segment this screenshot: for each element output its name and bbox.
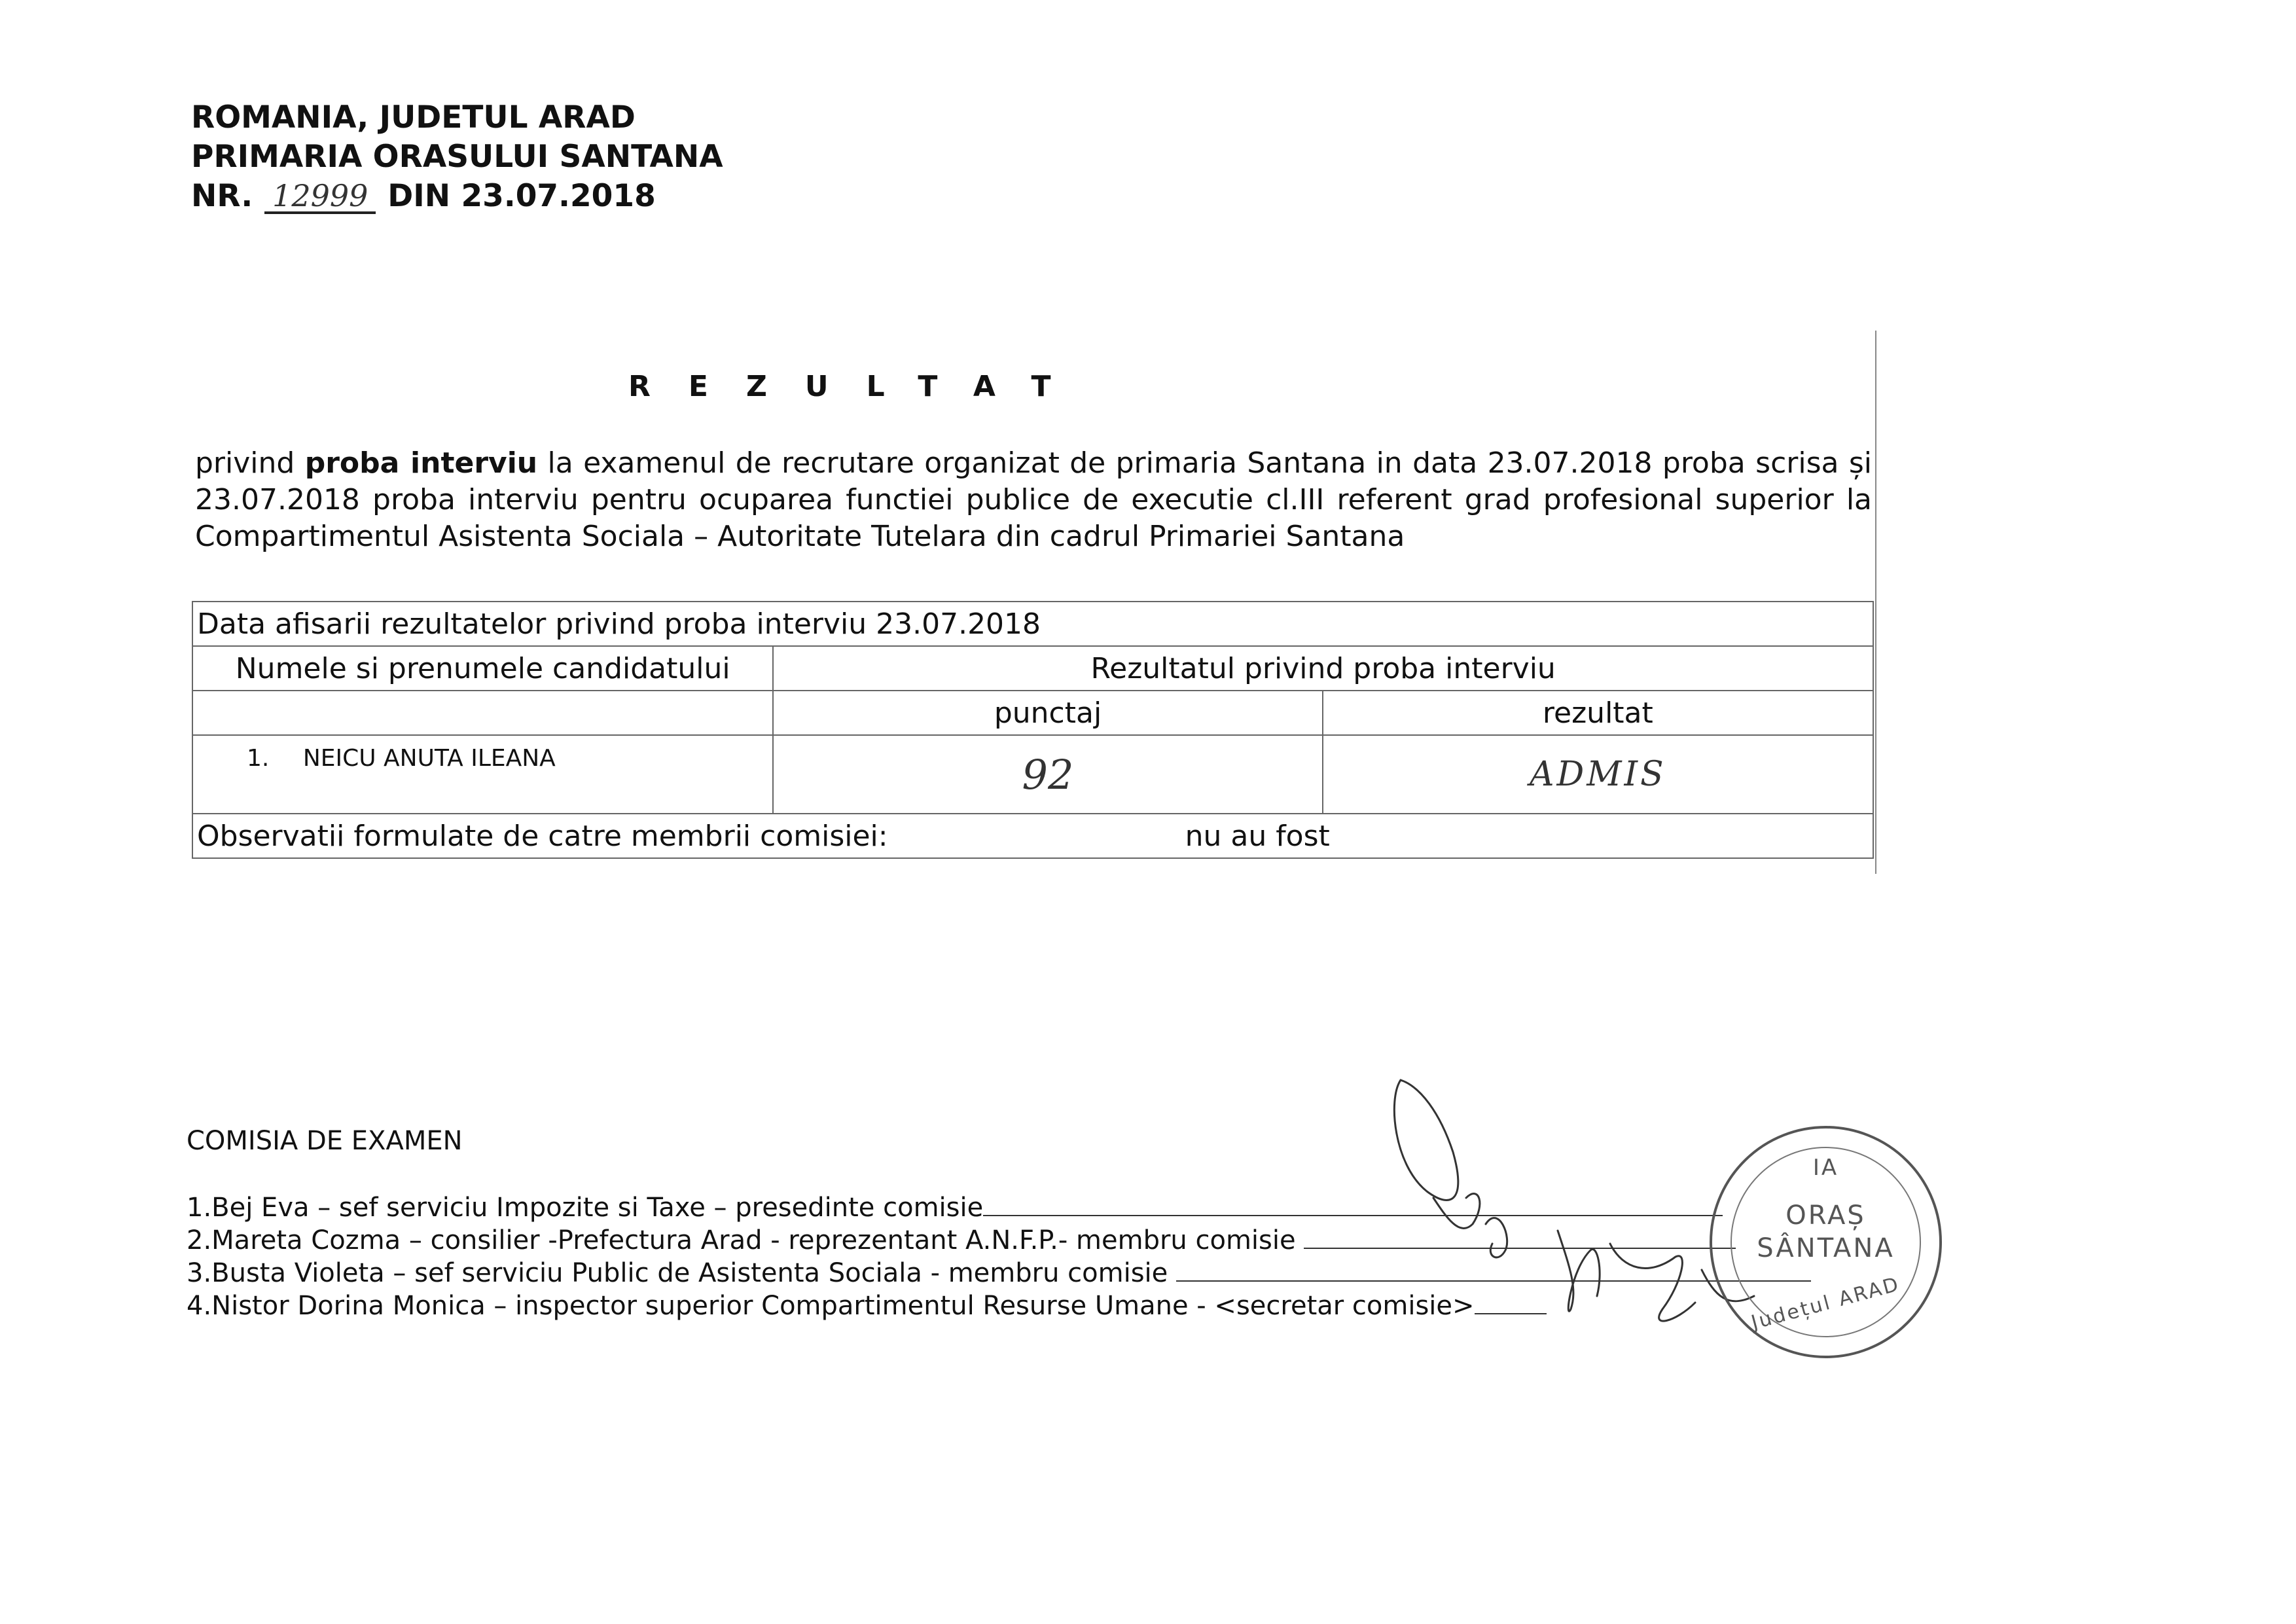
observations-value: nu au fost: [1185, 819, 1330, 853]
registration-date: DIN 23.07.2018: [387, 178, 656, 214]
intro-rest: la examenul de recrutare organizat de primaria Santana in data 23.07.2018 proba scrisa și 23.07.2018 proba interviu pentru ocuparea functiei publice de executie cl.III referent grad profesional superior la Compartimentul Asistenta Sociala – Autoritate Tutelara din cadrul Primariei Santana: [195, 446, 1872, 553]
result-group-header: Rezultatul privind proba interviu: [773, 646, 1873, 691]
intro-paragraph: [195, 445, 1872, 555]
score-cell: [773, 735, 1322, 814]
intro-start: privind: [195, 446, 305, 480]
candidate-index: 1.: [247, 745, 270, 772]
score-column-header: punctaj: [773, 691, 1322, 735]
header-institution: PRIMARIA ORASULUI SANTANA: [191, 139, 723, 175]
commission-title: COMISIA DE EXAMEN: [187, 1126, 463, 1156]
empty-cell: [192, 691, 773, 735]
nr-label: NR.: [191, 178, 253, 214]
member-text: 2.Mareta Cozma – consilier -Prefectura Arad - reprezentant A.N.F.P.- membru comisie: [187, 1225, 1304, 1255]
result-cell: [1323, 735, 1873, 814]
header-county: ROMANIA, JUDETUL ARAD: [191, 99, 636, 135]
scan-border-line: [1875, 331, 1876, 874]
candidate-cell: [192, 735, 773, 814]
display-date-cell: Data afisarii rezultatelor privind proba interviu 23.07.2018: [192, 602, 1873, 646]
document-title: REZULTAT: [628, 370, 1089, 403]
member-text: 1.Bej Eva – sef serviciu Impozite si Taxe – presedinte comisie: [187, 1193, 984, 1223]
registration-number: 12999: [264, 180, 376, 214]
intro-bold: proba interviu: [304, 446, 538, 480]
stamp-city-name: SÂNTANA: [1757, 1233, 1895, 1263]
member-text: 4.Nistor Dorina Monica – inspector superior Compartimentul Resurse Umane - <secretar comisie>: [187, 1291, 1475, 1321]
results-table: [192, 601, 1874, 859]
stamp-city-label: ORAȘ: [1785, 1200, 1866, 1231]
header-registration: [191, 177, 723, 216]
table-row: [192, 602, 1873, 646]
stamp-top-text: IA: [1812, 1155, 1839, 1181]
member-text: 3.Busta Violeta – sef serviciu Public de Asistenta Sociala - membru comisie: [187, 1258, 1176, 1288]
name-column-header: Numele si prenumele candidatului: [192, 646, 773, 691]
observations-cell: [192, 814, 1873, 858]
candidate-score: 92: [1022, 750, 1074, 799]
stamp-county: Județul ARAD: [1749, 1272, 1903, 1335]
candidate-name: NEICU ANUTA ILEANA: [302, 745, 556, 772]
table-row: [192, 646, 1873, 691]
table-row: [192, 735, 1873, 814]
document-header: [191, 98, 723, 216]
observations-label: Observatii formulate de catre membrii comisiei:: [197, 819, 888, 853]
table-row: [192, 814, 1873, 858]
result-column-header: rezultat: [1323, 691, 1873, 735]
official-stamp: [1710, 1126, 1942, 1358]
candidate-result: ADMIS: [1530, 755, 1666, 794]
table-row: [192, 691, 1873, 735]
